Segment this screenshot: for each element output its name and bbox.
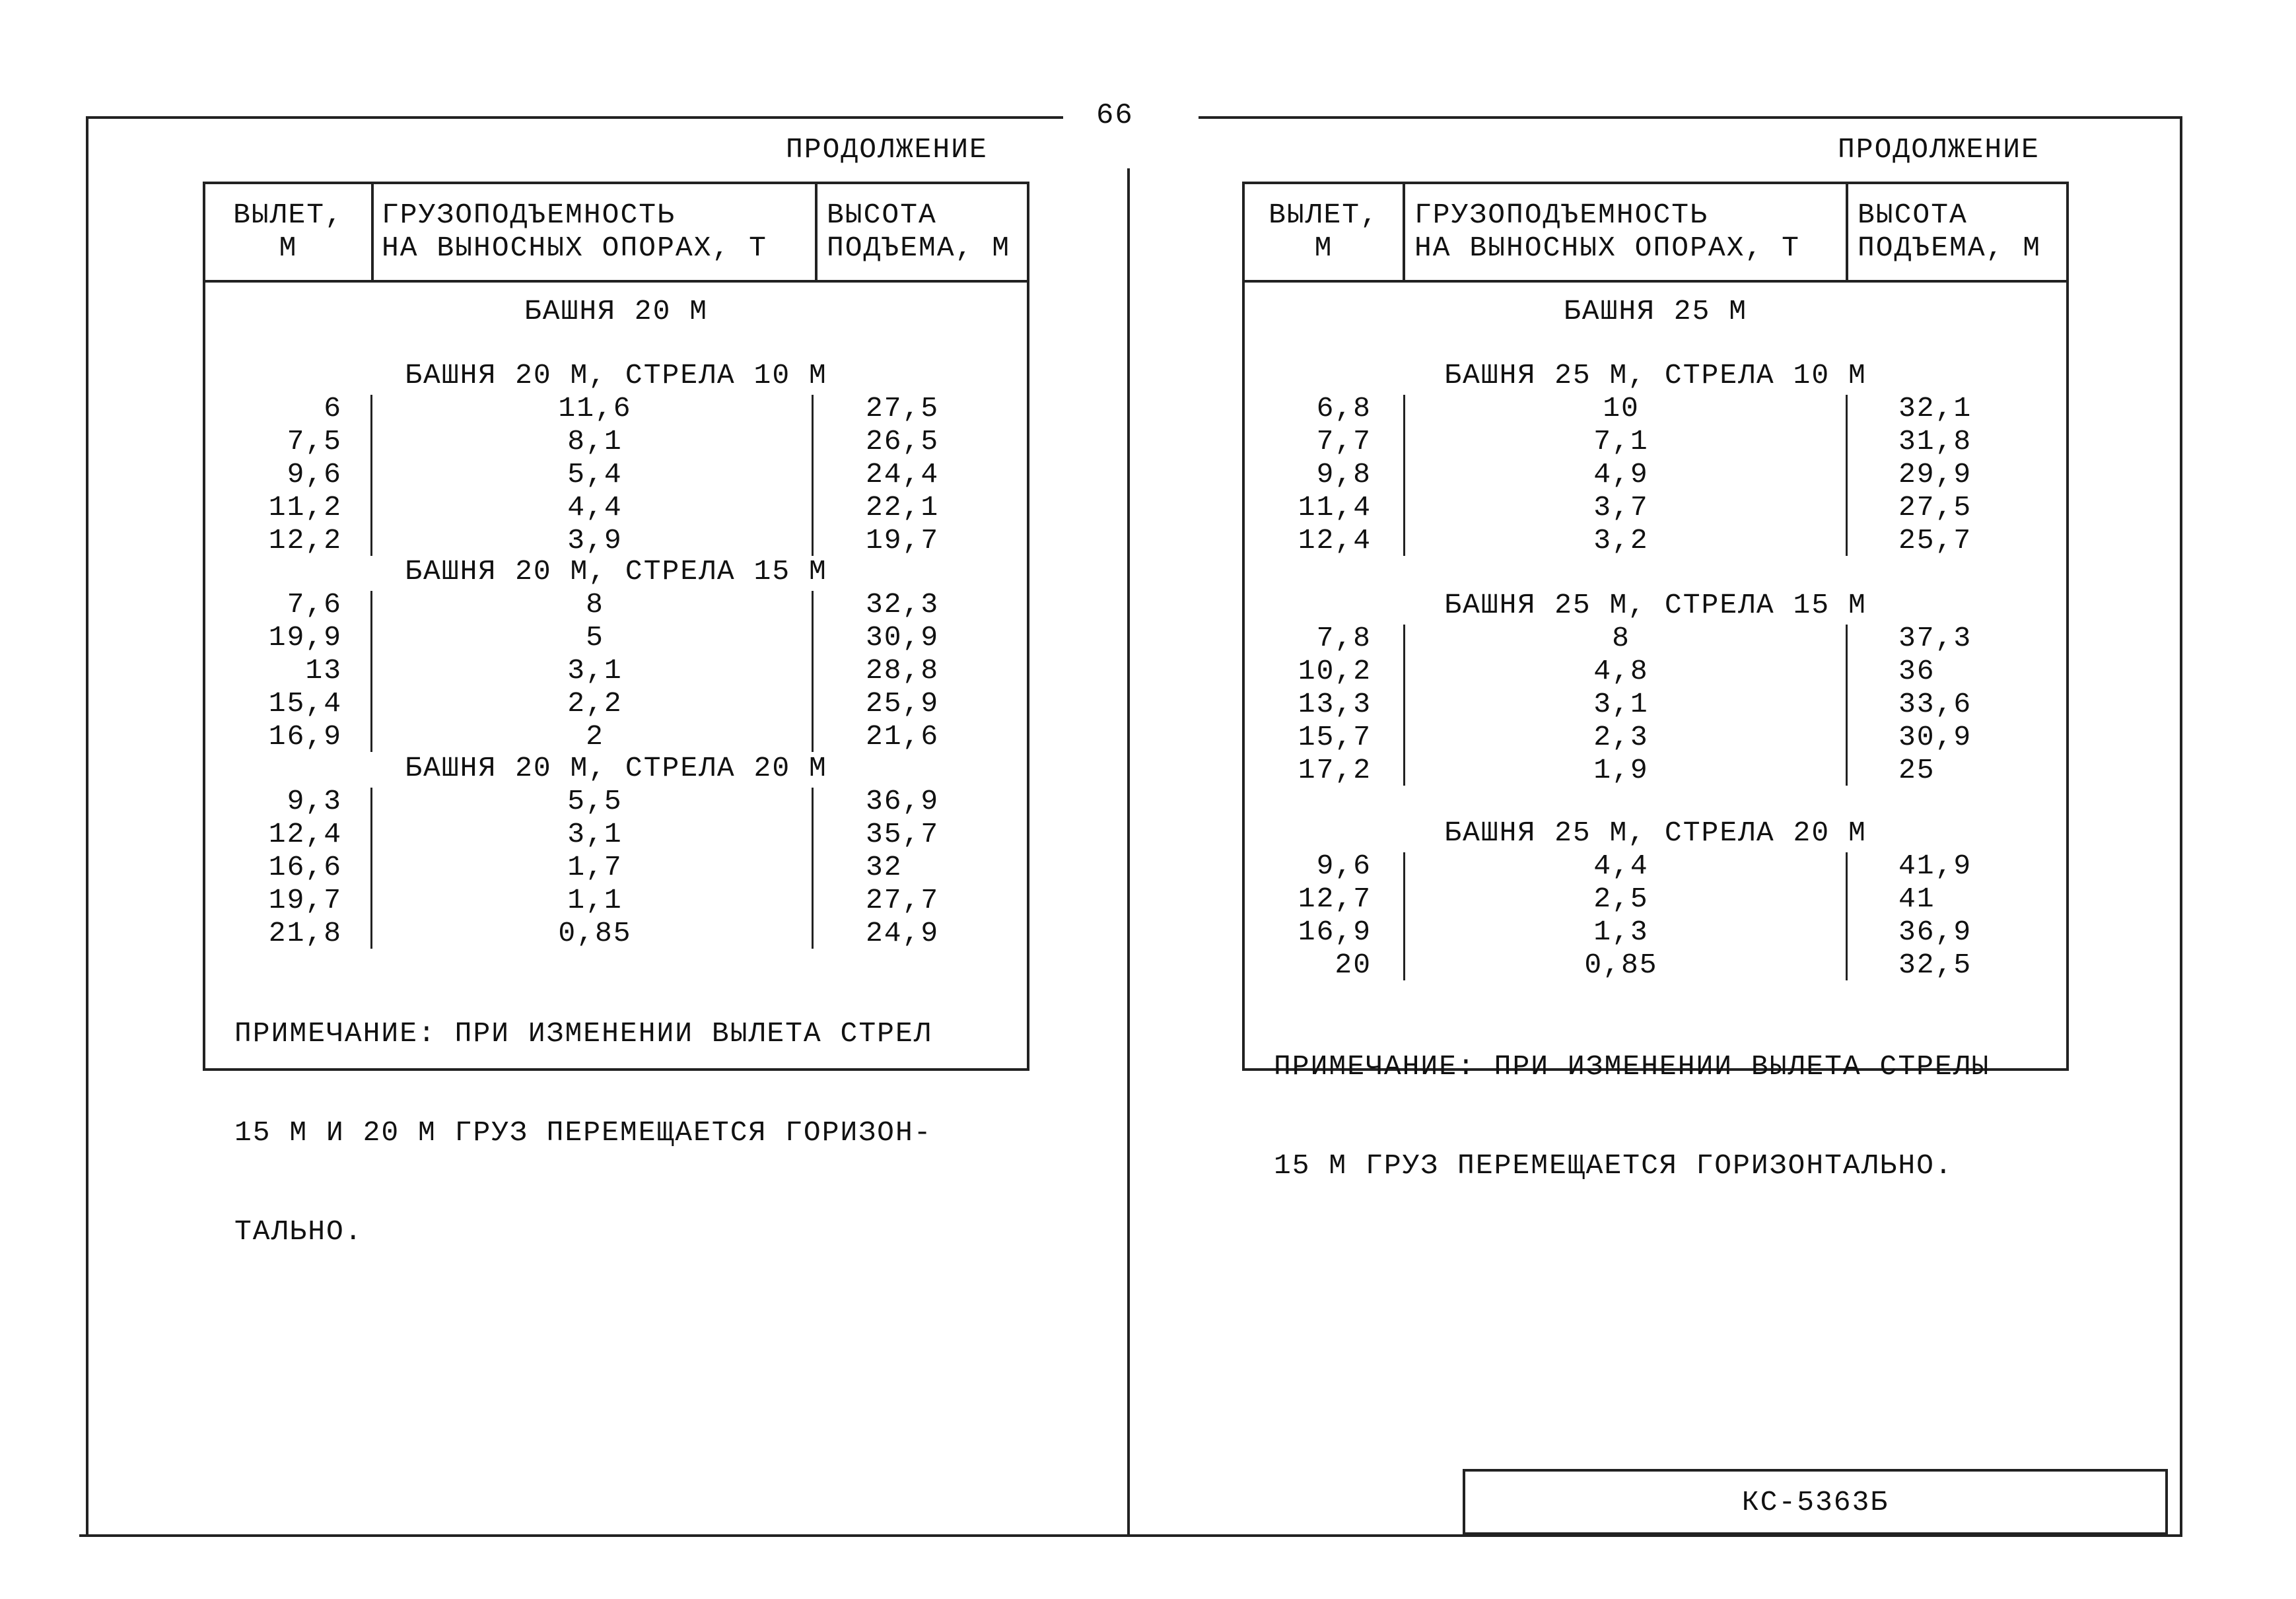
right-header-height: ВЫСОТА ПОДЪЕМА, М [1858,199,2042,264]
capacity-value: 3,7 [1593,491,1649,524]
capacity-value: 8 [1612,622,1630,654]
right-column-separator [1846,395,1848,556]
left-column-separator [370,788,372,949]
table-row [1245,688,2066,721]
table-row [1245,524,2066,557]
right-tower-title: БАШНЯ 25 М [1563,295,1748,327]
left-column-separator [812,395,814,556]
reach-value: 19,9 [268,621,342,654]
reach-value: 13,3 [1298,688,1372,720]
height-value: 32,5 [1898,949,1972,981]
document-code: КС-5363Б [1741,1486,1889,1518]
capacity-value: 2,3 [1593,721,1649,753]
reach-value: 12,7 [1298,883,1372,915]
table-row [1245,655,2066,688]
capacity-value: 0,85 [558,917,632,949]
reach-value: 9,8 [1316,458,1372,491]
table-row [205,917,1027,950]
reach-value: 13 [305,654,342,687]
capacity-value: 8 [586,588,604,621]
right-column-separator [1403,625,1405,786]
capacity-value: 4,4 [1593,850,1649,882]
capacity-value: 4,9 [1593,458,1649,491]
table-row [205,884,1027,917]
height-value: 27,7 [866,884,940,916]
height-value: 26,5 [866,425,940,458]
right-section-title: БАШНЯ 25 М, СТРЕЛА 10 М [1444,359,1867,391]
capacity-value: 1,3 [1593,916,1649,948]
height-value: 19,7 [866,524,940,557]
table-row [1245,392,2066,425]
table-row [1245,458,2066,491]
table-row [205,621,1027,654]
table-row [205,392,1027,425]
capacity-value: 3,9 [567,524,623,557]
height-value: 25 [1898,754,1935,786]
left-section-title: БАШНЯ 20 М, СТРЕЛА 10 М [405,359,827,391]
capacity-value: 5 [586,621,604,654]
left-continuation-label: ПРОДОЛЖЕНИЕ [786,133,988,166]
height-value: 25,9 [866,687,940,720]
capacity-value: 2 [586,720,604,753]
reach-value: 12,4 [268,818,342,850]
reach-value: 16,6 [268,851,342,883]
height-value: 36 [1898,655,1935,687]
capacity-value: 7,1 [1593,425,1649,458]
reach-value: 6 [324,392,342,425]
height-value: 21,6 [866,720,940,753]
capacity-value: 4,4 [567,491,623,524]
reach-value: 7,5 [287,425,342,458]
frame-top-right [1199,116,2182,119]
reach-value: 7,7 [1316,425,1372,458]
left-header-capacity: ГРУЗОПОДЪЕМНОСТЬ НА ВЫНОСНЫХ ОПОРАХ, Т [374,184,818,280]
capacity-value: 5,4 [567,458,623,491]
height-value: 41,9 [1898,850,1972,882]
height-value: 27,5 [1898,491,1972,524]
table-row [205,425,1027,458]
height-value: 36,9 [866,785,940,817]
reach-value: 17,2 [1298,754,1372,786]
left-column-separator [812,788,814,949]
reach-value: 9,3 [287,785,342,817]
height-value: 24,4 [866,458,940,491]
right-load-table [1242,182,2069,1182]
height-value: 32,3 [866,588,940,621]
table-row [205,818,1027,851]
height-value: 28,8 [866,654,940,687]
reach-value: 16,9 [268,720,342,753]
height-value: 37,3 [1898,622,1972,654]
reach-value: 19,7 [268,884,342,916]
height-value: 32,1 [1898,392,1972,425]
capacity-value: 3,1 [567,818,623,850]
right-column-separator [1403,852,1405,980]
frame-right [2180,116,2182,1536]
reach-value: 15,7 [1298,721,1372,753]
right-section-title: БАШНЯ 25 М, СТРЕЛА 20 М [1444,817,1867,849]
right-continuation-label: ПРОДОЛЖЕНИЕ [1838,133,2040,166]
reach-value: 10,2 [1298,655,1372,687]
height-value: 41 [1898,883,1935,915]
height-value: 30,9 [866,621,940,654]
height-value: 32 [866,851,903,883]
capacity-value: 2,5 [1593,883,1649,915]
frame-top-left [86,116,1063,119]
table-row [205,851,1027,884]
right-header-reach: ВЫЛЕТ, М [1245,184,1405,280]
document-code-block [1463,1469,2168,1535]
capacity-value: 5,5 [567,785,623,817]
page-number: 66 [1096,99,1134,132]
table-row [205,524,1027,557]
table-row [1245,883,2066,916]
height-value: 29,9 [1898,458,1972,491]
right-section-title: БАШНЯ 25 М, СТРЕЛА 15 М [1444,589,1867,621]
table-row [1245,850,2066,883]
reach-value: 11,4 [1298,491,1372,524]
table-row [1245,916,2066,949]
capacity-value: 4,8 [1593,655,1649,687]
capacity-value: 1,1 [567,884,623,916]
table-row [205,588,1027,621]
reach-value: 16,9 [1298,916,1372,948]
frame-left [86,116,88,1536]
capacity-value: 10 [1603,392,1640,425]
left-tower-title: БАШНЯ 20 М [524,295,709,327]
reach-value: 9,6 [287,458,342,491]
capacity-value: 0,85 [1584,949,1658,981]
table-row [205,785,1027,818]
left-column-separator [812,591,814,752]
capacity-value: 1,7 [567,851,623,883]
capacity-value: 11,6 [558,392,632,425]
table-row [1245,949,2066,982]
table-row [205,720,1027,753]
capacity-value: 2,2 [567,687,623,720]
reach-value: 7,8 [1316,622,1372,654]
right-note: ПРИМЕЧАНИЕ: ПРИ ИЗМЕНЕНИИ ВЫЛЕТА СТРЕЛЫ 15 М ГРУЗ ПЕРЕМЕЩАЕТСЯ ГОРИЗОНТАЛЬНО. [1274,1050,1990,1182]
right-column-separator [1846,625,1848,786]
left-section-title: БАШНЯ 20 М, СТРЕЛА 20 М [405,752,827,784]
table-row [205,491,1027,524]
table-row [1245,622,2066,655]
left-note: ПРИМЕЧАНИЕ: ПРИ ИЗМЕНЕНИИ ВЫЛЕТА СТРЕЛ 15 М И 20 М ГРУЗ ПЕРЕМЕЩАЕТСЯ ГОРИЗОН- ТАЛЬНО. [234,1017,932,1248]
height-value: 33,6 [1898,688,1972,720]
left-header-reach: ВЫЛЕТ, М [205,184,374,280]
reach-value: 20 [1335,949,1372,981]
reach-value: 21,8 [268,917,342,949]
table-row [1245,754,2066,787]
reach-value: 12,2 [268,524,342,557]
right-table-header [1245,184,2066,283]
right-column-separator [1846,852,1848,980]
height-value: 36,9 [1898,916,1972,948]
reach-value: 9,6 [1316,850,1372,882]
height-value: 30,9 [1898,721,1972,753]
reach-value: 7,6 [287,588,342,621]
capacity-value: 3,1 [567,654,623,687]
capacity-value: 3,1 [1593,688,1649,720]
right-header-capacity: ГРУЗОПОДЪЕМНОСТЬ НА ВЫНОСНЫХ ОПОРАХ, Т [1405,184,1848,280]
height-value: 35,7 [866,818,940,850]
table-row [205,458,1027,491]
left-table-header [205,184,1027,283]
height-value: 24,9 [866,917,940,949]
height-value: 22,1 [866,491,940,524]
table-row [205,654,1027,687]
height-value: 25,7 [1898,524,1972,557]
left-load-table [203,182,1029,1248]
capacity-value: 8,1 [567,425,623,458]
left-column-separator [370,591,372,752]
table-row [1245,721,2066,754]
table-row [205,687,1027,720]
left-section-title: БАШНЯ 20 М, СТРЕЛА 15 М [405,555,827,588]
reach-value: 6,8 [1316,392,1372,425]
height-value: 27,5 [866,392,940,425]
capacity-value: 1,9 [1593,754,1649,786]
reach-value: 11,2 [268,491,342,524]
table-row [1245,425,2066,458]
reach-value: 15,4 [268,687,342,720]
reach-value: 12,4 [1298,524,1372,557]
right-column-separator [1403,395,1405,556]
left-column-separator [370,395,372,556]
left-header-height: ВЫСОТА ПОДЪЕМА, М [827,199,1011,264]
capacity-value: 3,2 [1593,524,1649,557]
height-value: 31,8 [1898,425,1972,458]
frame-center-divider [1127,168,1130,1536]
table-row [1245,491,2066,524]
